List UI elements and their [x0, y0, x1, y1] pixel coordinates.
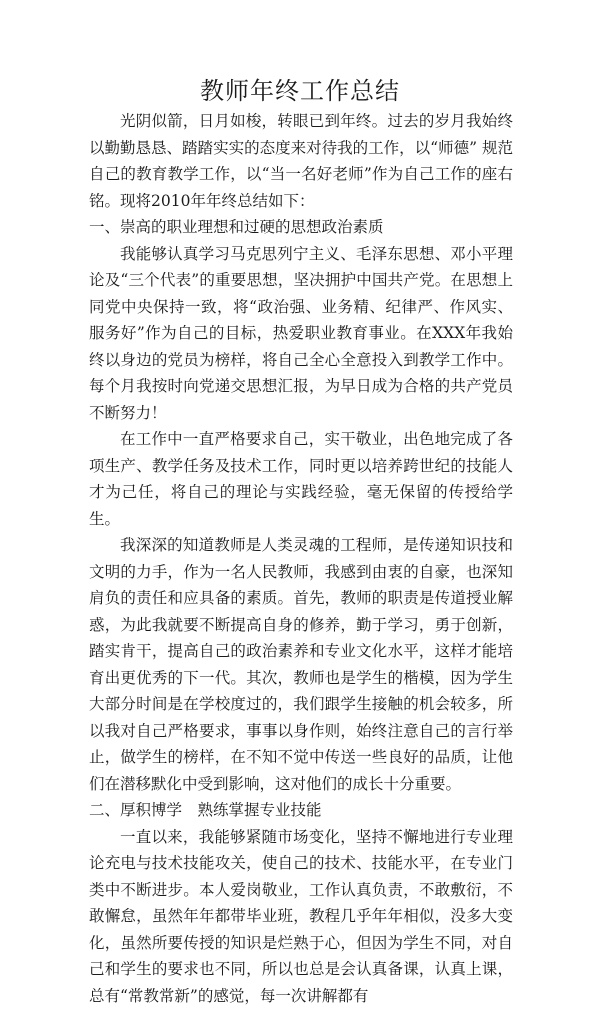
page-title: 教师年终工作总结	[0, 76, 600, 106]
document-body	[89, 108, 513, 1009]
section1-paragraph-2: 在工作中一直严格要求自己，实干敬业，出色地完成了各项生产、教学任务及技术工作，同时更以培养跨世纪的技能人才为己任，将自己的理论与实践经验，毫无保留的传授给学生。	[89, 426, 513, 532]
section2-paragraph-1: 一直以来，我能够紧随市场变化，坚持不懈地进行专业理论充电与技术技能攻关，使自己的技术、技能水平，在专业门类中不断进步。本人爱岗敬业，工作认真负责，不敢敷衍，不敢懈怠，虽然年年都带毕业班，教程几乎年年相似，没多大变化，虽然所要传授的知识是烂熟于心，但因为学生不同，对自己和学生的要求也不同，所以也总是会认真备课，认真上课，总有“常教常新”的感觉，每一次讲解都有	[89, 824, 513, 1009]
section1-paragraph-1: 我能够认真学习马克思列宁主义、毛泽东思想、邓小平理论及“三个代表”的重要思想，坚决拥护中国共产党。在思想上同党中央保持一致，将“政治强、业务精、纪律严、作风实、服务好”作为自己的目标，热爱职业教育事业。在XXX年我始终以身边的党员为榜样，将自己全心全意投入到教学工作中。每个月我按时向党递交思想汇报，为早日成为合格的共产党员不断努力！	[89, 241, 513, 427]
section-heading-2: 二、厚积博学 熟练掌握专业技能	[89, 797, 513, 824]
section-heading-1: 一、崇高的职业理想和过硬的思想政治素质	[89, 214, 513, 241]
intro-paragraph: 光阴似箭，日月如梭，转眼已到年终。过去的岁月我始终以勤勤恳恳、踏踏实实的态度来对待我的工作，以“师德” 规范自己的教育教学工作，以“当一名好老师”作为自己工作的座右铭。现将2010年年终总结如下：	[89, 108, 513, 214]
section1-paragraph-3: 我深深的知道教师是人类灵魂的工程师，是传递知识技和文明的力手，作为一名人民教师，我感到由衷的自豪，也深知肩负的责任和应具备的素质。首先，教师的职责是传道授业解惑，为此我就要不断提高自身的修养，勤于学习，勇于创新，踏实肯干，提高自己的政治素养和专业文化水平，这样才能培育出更优秀的下一代。其次，教师也是学生的楷模，因为学生大部分时间是在学校度过的，我们跟学生接触的机会较多，所以我对自己严格要求，事事以身作则，始终注意自己的言行举止，做学生的榜样，在不知不觉中传送一些良好的品质，让他们在潜移默化中受到影响，这对他们的成长十分重要。	[89, 532, 513, 797]
